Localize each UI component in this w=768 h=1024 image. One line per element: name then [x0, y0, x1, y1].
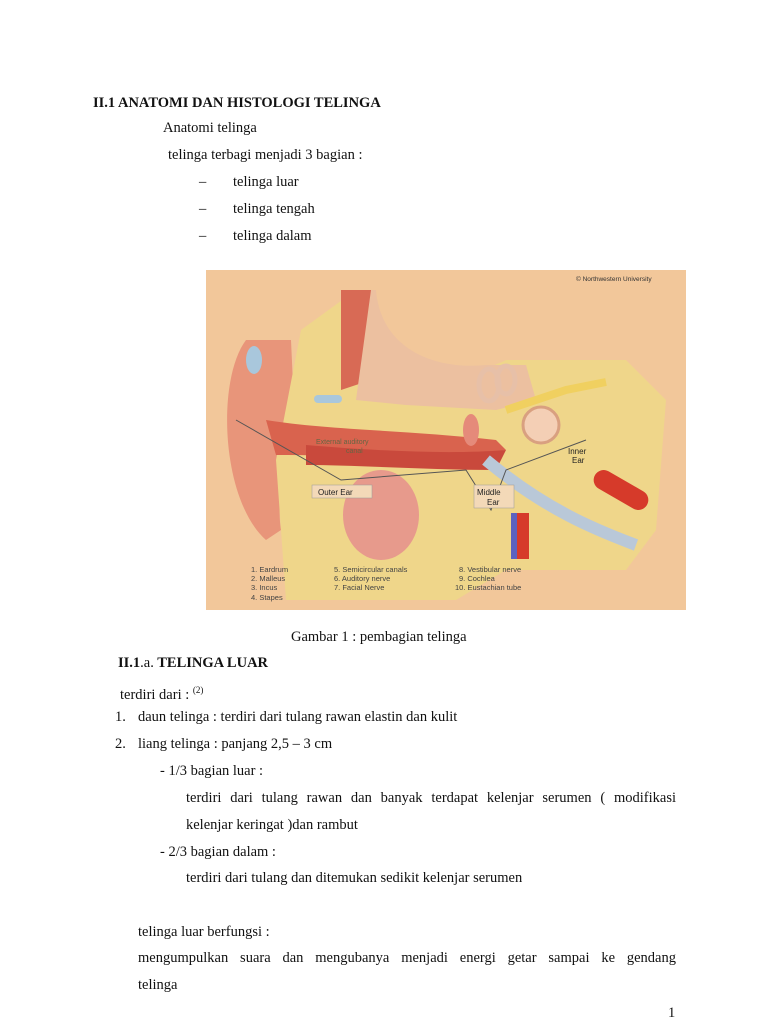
outer-third-desc: terdiri dari tulang rawan dan banyak terdapat kelenjar serumen ( modifikasi — [186, 790, 676, 806]
list-item: telinga dalam — [233, 228, 312, 244]
outer-ear-label: Outer Ear — [318, 488, 353, 497]
page-number: 1 — [668, 1005, 676, 1021]
list-item: liang telinga : panjang 2,5 – 3 cm — [138, 736, 333, 752]
legend-item: 9. Cochlea — [459, 574, 495, 583]
legend-item: 7. Facial Nerve — [334, 583, 385, 592]
inner-ear-label: Inner — [568, 447, 587, 456]
outer-third-desc: kelenjar keringat )dan rambut — [186, 817, 358, 833]
list-item: telinga tengah — [233, 201, 315, 217]
figure-caption: Gambar 1 : pembagian telinga — [291, 629, 467, 645]
middle-ear-label: Middle — [477, 488, 501, 497]
ear-anatomy-figure — [206, 270, 686, 610]
list-item: daun telinga : terdiri dari tulang rawan elastin dan kulit — [138, 709, 458, 725]
inner-ear-label: Ear — [572, 456, 585, 465]
dash: – — [199, 201, 207, 217]
subheading: Anatomi telinga — [163, 120, 257, 136]
subsection-heading — [118, 654, 268, 672]
subsection-letter: .a. — [140, 655, 154, 671]
intro-text: telinga terbagi menjadi 3 bagian : — [168, 147, 363, 163]
middle-ear-label: Ear — [487, 498, 500, 507]
copyright: © Northwestern University — [576, 276, 652, 283]
legend-item: 6. Auditory nerve — [334, 574, 391, 583]
inner-two-thirds-label: - 2/3 bagian dalam : — [160, 844, 276, 860]
legend-item: 2. Malleus — [251, 574, 286, 583]
legend-item: 8. Vestibular nerve — [459, 565, 522, 574]
subsection-number: II.1 — [118, 655, 141, 671]
canal-label: canal — [346, 448, 363, 455]
function-desc: mengumpulkan suara dan mengubanya menjadi energi getar sampai ke gendang — [138, 950, 676, 966]
legend-item: 1. Eardrum — [251, 565, 289, 574]
legend-item: 4. Stapes — [251, 593, 283, 602]
item-number: 1. — [115, 709, 126, 725]
outer-third-label: - 1/3 bagian luar : — [160, 763, 264, 779]
subsection-title: TELINGA LUAR — [153, 655, 269, 671]
terdiri-label: terdiri dari : — [120, 686, 190, 703]
list-item: telinga luar — [233, 174, 299, 190]
item-number: 2. — [115, 736, 126, 752]
inner-two-thirds-desc: terdiri dari tulang dan ditemukan sedikit kelenjar serumen — [186, 870, 523, 886]
legend-item: 10. Eustachian tube — [455, 583, 522, 592]
function-title: telinga luar berfungsi : — [138, 924, 270, 940]
reference-superscript: (2) — [192, 685, 204, 695]
dash: – — [199, 228, 207, 244]
function-desc: telinga — [138, 977, 178, 993]
legend-item: 3. Incus — [251, 583, 278, 592]
section-heading: II.1 ANATOMI DAN HISTOLOGI TELINGA — [93, 95, 381, 111]
canal-label: External auditory — [316, 439, 369, 446]
terdiri-text — [120, 681, 203, 704]
dash: – — [199, 174, 207, 190]
legend-item: 5. Semicircular canals — [334, 565, 408, 574]
